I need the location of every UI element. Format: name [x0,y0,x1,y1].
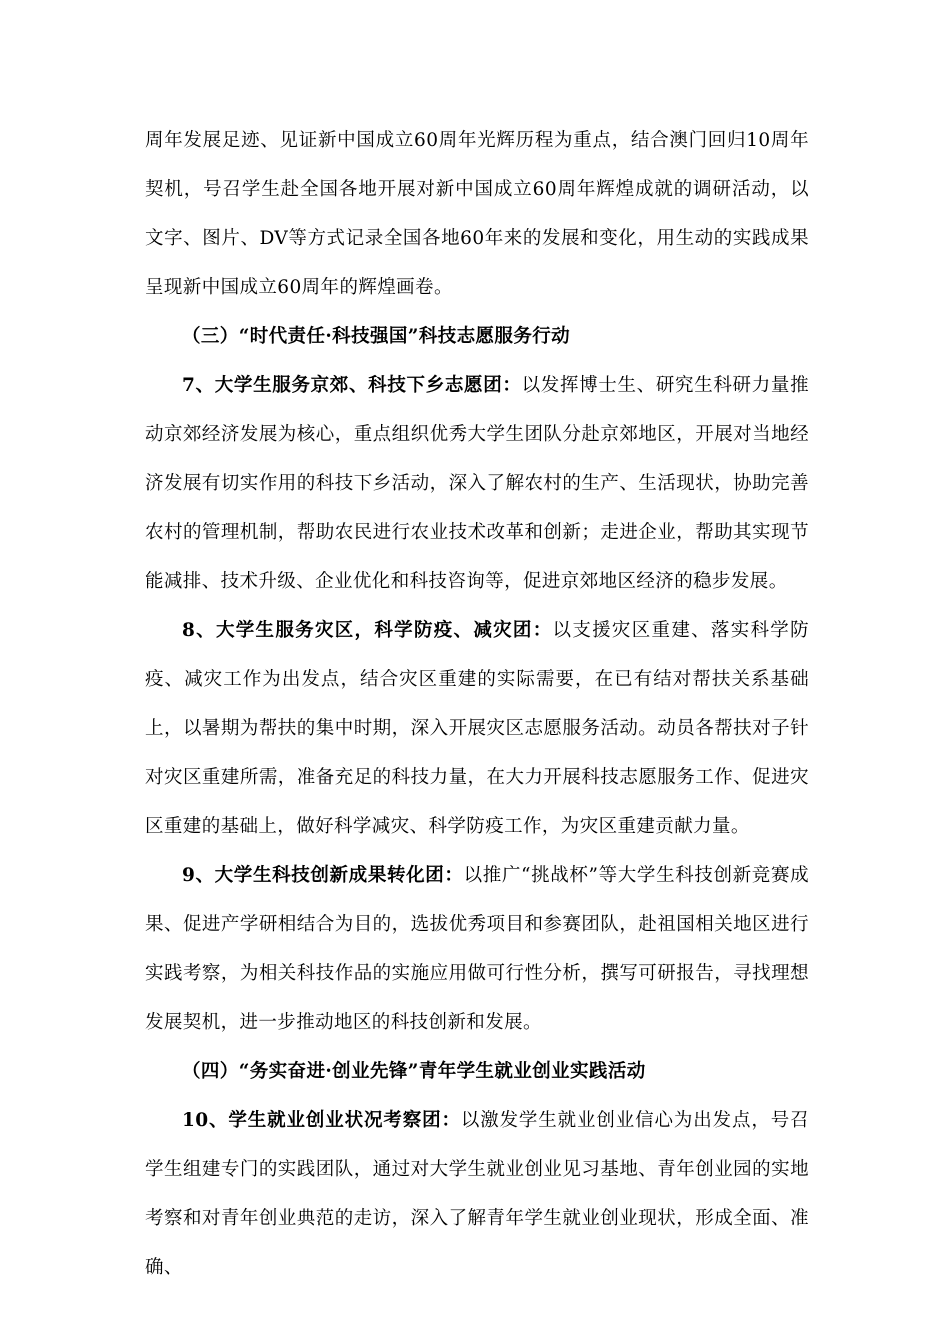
item-text: 以支援灾区重建、落实科学防疫、减灾工作为出发点，结合灾区重建的实际需要，在已有结对帮扶关系基础上，以暑期为帮扶的集中时期，深入开展灾区志愿服务活动。动员各帮扶对子针对灾区重建所需，准备充足的科技力量，在大力开展科技志愿服务工作、促进灾区重建的基础上，做好科学减灾、科学防疫工作，为灾区重建贡献力量。 [145,620,809,837]
paragraph-item-7 [145,361,809,606]
paragraph-item-8 [145,606,809,851]
paragraph-item-10 [145,1096,809,1292]
paragraph-item-9 [145,851,809,1047]
item-title: 10、学生就业创业状况考察团： [182,1110,461,1131]
item-title: 9、大学生科技创新成果转化团： [182,865,464,886]
item-title: 8、大学生服务灾区，科学防疫、减灾团： [182,620,553,641]
section-heading-4: （四）“务实奋进·创业先锋”青年学生就业创业实践活动 [182,1061,646,1082]
item-text: 以发挥博士生、研究生科研力量推动京郊经济发展为核心，重点组织优秀大学生团队分赴京郊地区，开展对当地经济发展有切实作用的科技下乡活动，深入了解农村的生产、生活现状，协助完善农村的管理机制，帮助农民进行农业技术改革和创新；走进企业，帮助其实现节能减排、技术升级、企业优化和科技咨询等，促进京郊地区经济的稳步发展。 [145,375,809,592]
item-text: 以激发学生就业创业信心为出发点，号召学生组建专门的实践团队，通过对大学生就业创业见习基地、青年创业园的实地考察和对青年创业典范的走访，深入了解青年学生就业创业现状，形成全面、准确、 [145,1110,810,1278]
paragraph-text: 周年发展足迹、见证新中国成立60周年光辉历程为重点，结合澳门回归10周年契机，号召学生赴全国各地开展对新中国成立60周年辉煌成就的调研活动，以文字、图片、DV等方式记录全国各地60年来的发展和变化，用生动的实践成果呈现新中国成立60周年的辉煌画卷。 [145,130,809,298]
item-text: 以推广“挑战杯”等大学生科技创新竞赛成果、促进产学研相结合为目的，选拔优秀项目和参赛团队，赴祖国相关地区进行实践考察，为相关科技作品的实施应用做可行性分析，撰写可研报告，寻找理想发展契机，进一步推动地区的科技创新和发展。 [145,865,809,1033]
item-title: 7、大学生服务京郊、科技下乡志愿团： [182,375,522,396]
section-heading-3: （三）“时代责任·科技强国”科技志愿服务行动 [182,326,571,347]
document-body [145,116,809,1292]
paragraph-continuation [145,116,809,312]
